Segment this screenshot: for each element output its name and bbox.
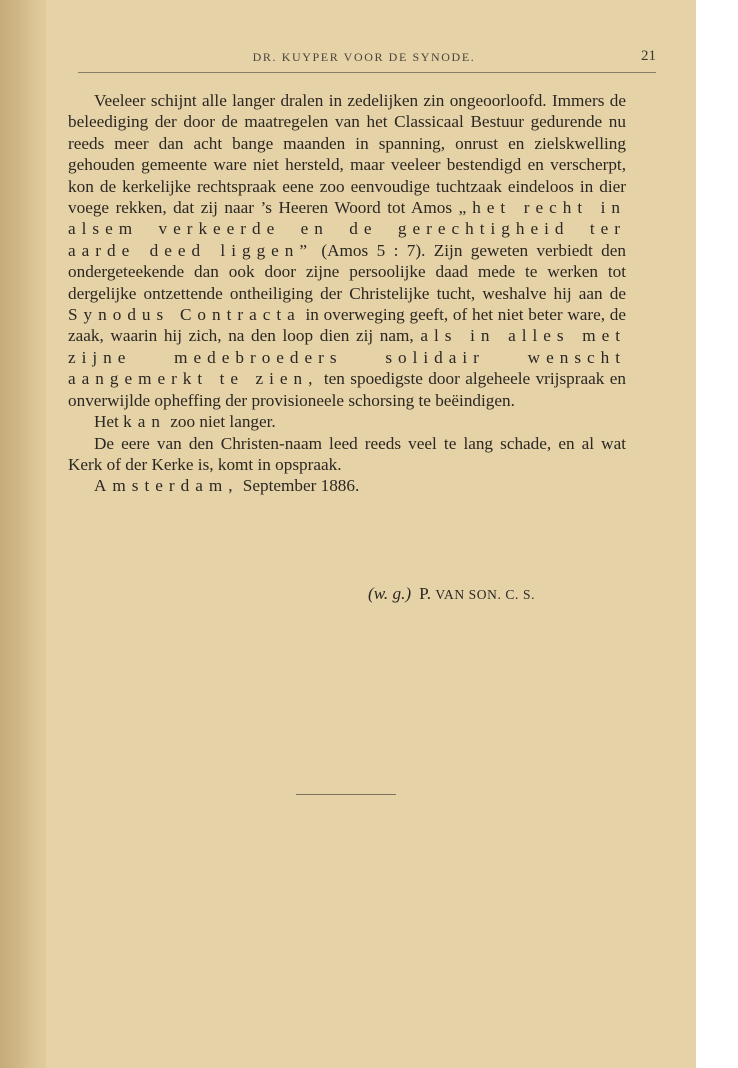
signature bbox=[368, 584, 535, 604]
end-rule bbox=[296, 794, 396, 795]
place-date-line bbox=[68, 475, 626, 496]
text-run: in overweging geeft, of het niet beter ware, de zaak, waarin hij zich, na den loop dien zij nam, bbox=[68, 305, 626, 346]
quotation-amos: „het recht in alsem verkeerde en de gerechtigheid ter aarde deed liggen” bbox=[68, 198, 626, 260]
text-run: ten spoedigste door algeheele vrijspraak en onverwijlde opheffing der provisioneele schorsing te beëindigen. bbox=[68, 369, 626, 410]
running-title: DR. KUYPER VOOR DE SYNODE. bbox=[252, 50, 476, 64]
page-header bbox=[72, 44, 656, 74]
signature-name: VAN SON. C. S. bbox=[435, 587, 536, 602]
header-rule bbox=[78, 72, 656, 73]
right-margin bbox=[696, 0, 738, 1068]
text-run: (Amos 5 : 7). Zijn geweten verbiedt den ondergeteekende dan ook door zijne persoolijke daad mede te werken tot dergelijke ontzettende ontheiliging der Christelijke tucht, weshalve hij aan de bbox=[68, 240, 626, 303]
synodus-contracta: Synodus Contracta bbox=[68, 305, 301, 325]
date: September 1886. bbox=[238, 476, 360, 496]
body-text bbox=[68, 90, 626, 497]
book-spine-edge bbox=[0, 0, 46, 1068]
text-run: zoo niet langer. bbox=[165, 412, 276, 432]
paragraph bbox=[68, 411, 626, 432]
text-run: Veeleer schijnt alle langer dralen in zedelijken zin ongeoorloofd. Immers de beleediging der door de maatregelen van het Classicaal Bestuur gedurende nu reeds meer dan acht bange maanden in spanning, onrust en zielskwelling gehouden gemeente ware niet hersteld, maar veeleer bestendigd en verscherpt, kon de kerkelijke rechtspraak eene zoo eenvoudige tuchtzaak eindeloos in dier voege rekken, dat zij naar ’s Heeren Woord tot Amos bbox=[68, 91, 626, 218]
place: Amsterdam, bbox=[94, 476, 239, 496]
paragraph bbox=[68, 90, 626, 411]
page bbox=[46, 0, 696, 1068]
signature-prefix: (w. g.) bbox=[368, 584, 412, 603]
text-run: Het bbox=[94, 412, 124, 432]
spaced-phrase: als in alles met zijne medebroeders solidair wenscht aangemerkt te zien, bbox=[68, 326, 626, 389]
page-number: 21 bbox=[641, 48, 656, 64]
signature-initial: P. bbox=[419, 584, 436, 603]
emphasis-kan: kan bbox=[123, 412, 166, 432]
paragraph: De eere van den Christen-naam leed reeds veel te lang schade, en al wat Kerk of der Kerke is, komt in opspraak. bbox=[68, 433, 626, 474]
